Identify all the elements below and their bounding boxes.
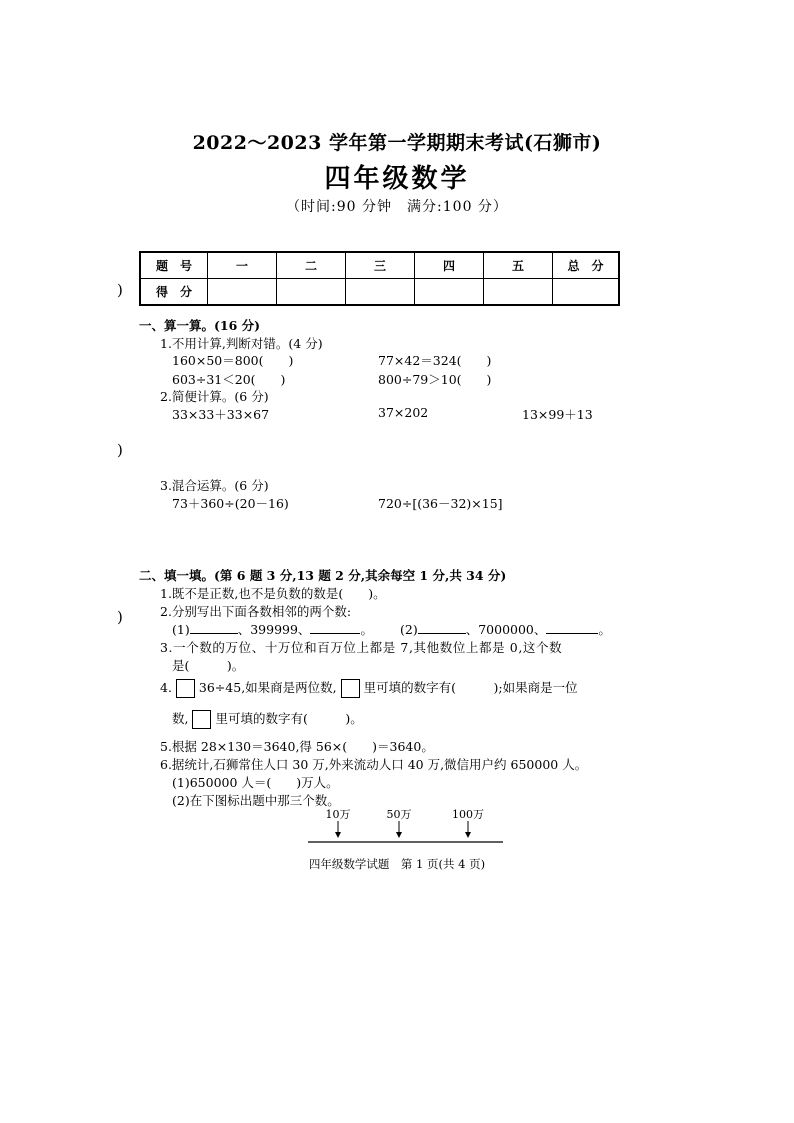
score-cell[interactable] <box>346 279 415 306</box>
score-row-label: 得 分 <box>140 279 208 306</box>
score-header-cell: 二 <box>277 252 346 279</box>
s1-q2-title: 2.简便计算。(6 分) <box>160 389 269 404</box>
score-header-cell: 五 <box>484 252 553 279</box>
binding-margin-mark: ) <box>117 608 123 626</box>
score-cell[interactable] <box>208 279 277 306</box>
s2-q6-1[interactable]: (1)650000 人＝( )万人。 <box>172 775 339 790</box>
s1-q2-item-c: 13×99＋13 <box>522 407 593 422</box>
answer-blank[interactable] <box>546 621 598 634</box>
answer-blank[interactable] <box>190 621 238 634</box>
s2-q2-1-label: (1) <box>172 622 190 637</box>
s2-q4-text4[interactable]: 里可填的数字有( )。 <box>215 711 363 726</box>
binding-margin-mark: ) <box>117 281 123 299</box>
s1-q2-item-a: 33×33＋33×67 <box>172 407 270 422</box>
s2-q2-1-number: 、399999、 <box>237 622 311 637</box>
score-cell[interactable] <box>553 279 620 306</box>
s1-q1-item-b[interactable]: 77×42＝324( ) <box>378 353 492 368</box>
s1-q3-item-b: 720÷[(36－32)×15] <box>378 496 503 511</box>
s2-q6: 6.据统计,石狮常住人口 30 万,外来流动人口 40 万,微信用户约 650000 人。 <box>160 757 588 772</box>
s2-q2-2-end: 。 <box>598 622 611 637</box>
s2-q2-2-label: (2) <box>400 622 418 637</box>
s2-q3-line1: 3.一个数的万位、十万位和百万位上都是 7,其他数位上都是 0,这个数 <box>160 640 563 655</box>
score-header-cell: 题 号 <box>140 252 208 279</box>
number-line-label-10w: 10万 <box>325 808 351 821</box>
score-header-cell: 一 <box>208 252 277 279</box>
section2-title: 二、填一填。(第 6 题 3 分,13 题 2 分,其余每空 1 分,共 34 分) <box>139 568 507 583</box>
s2-q2-2-number: 、7000000、 <box>465 622 547 637</box>
s2-q6-2: (2)在下图标出题中那三个数。 <box>172 793 340 808</box>
exam-subject-title: 四年级数学 <box>324 164 470 194</box>
answer-blank[interactable] <box>418 621 466 634</box>
arrow-down-icon <box>335 832 341 838</box>
number-line-label-100w: 100万 <box>452 808 484 821</box>
arrow-down-icon <box>396 832 402 838</box>
s2-q4-text2[interactable]: 里可填的数字有( );如果商是一位 <box>363 680 578 695</box>
s1-q1-title: 1.不用计算,判断对错。(4 分) <box>160 336 323 351</box>
s1-q2-item-b: 37×202 <box>378 405 429 420</box>
s2-q2-part2 <box>400 620 611 638</box>
score-cell[interactable] <box>277 279 346 306</box>
s2-q4-text1: 36÷45,如果商是两位数, <box>198 680 337 695</box>
s1-q1-item-a[interactable]: 160×50＝800( ) <box>172 353 294 368</box>
s2-q3-line2[interactable]: 是( )。 <box>172 658 245 673</box>
arrow-down-icon <box>465 832 471 838</box>
s1-q1-item-d[interactable]: 800÷79＞10( ) <box>378 372 492 387</box>
exam-header: 2022～2023 学年第一学期期末考试(石狮市) <box>192 132 602 154</box>
digit-box-1[interactable] <box>176 679 195 698</box>
score-header-cell: 总 分 <box>553 252 620 279</box>
score-header-cell: 四 <box>415 252 484 279</box>
score-cell[interactable] <box>415 279 484 306</box>
score-table-header-row <box>140 252 619 279</box>
number-line[interactable] <box>300 805 510 847</box>
score-header-cell: 三 <box>346 252 415 279</box>
score-table-score-row <box>140 279 619 306</box>
s1-q3-item-a: 73＋360÷(20－16) <box>172 496 289 511</box>
score-cell[interactable] <box>484 279 553 306</box>
digit-box-3[interactable] <box>192 710 211 729</box>
number-line-label-50w: 50万 <box>386 808 412 821</box>
s2-q5[interactable]: 5.根据 28×130＝3640,得 56×( )＝3640。 <box>160 739 434 754</box>
s2-q4-line1 <box>160 678 578 698</box>
s2-q4-line2 <box>172 709 363 729</box>
s2-q2-1-end: 。 <box>360 622 373 637</box>
s2-q4-number: 4. <box>160 680 172 695</box>
digit-box-2[interactable] <box>341 679 360 698</box>
s1-q3-title: 3.混合运算。(6 分) <box>160 478 269 493</box>
exam-time-score: （时间:90 分钟 满分:100 分） <box>286 199 508 215</box>
page-footer: 四年级数学试题 第 1 页(共 4 页) <box>308 857 486 871</box>
s2-q2-title: 2.分别写出下面各数相邻的两个数: <box>160 604 352 619</box>
binding-margin-mark: ) <box>117 441 123 459</box>
section1-title: 一、算一算。(16 分) <box>139 318 261 333</box>
answer-blank[interactable] <box>310 621 360 634</box>
s2-q1[interactable]: 1.既不是正数,也不是负数的数是( )。 <box>160 586 386 601</box>
s2-q2-part1 <box>172 620 373 638</box>
s1-q1-item-c[interactable]: 603÷31＜20( ) <box>172 372 286 387</box>
score-table <box>139 251 620 306</box>
s2-q4-text3: 数, <box>172 711 189 726</box>
